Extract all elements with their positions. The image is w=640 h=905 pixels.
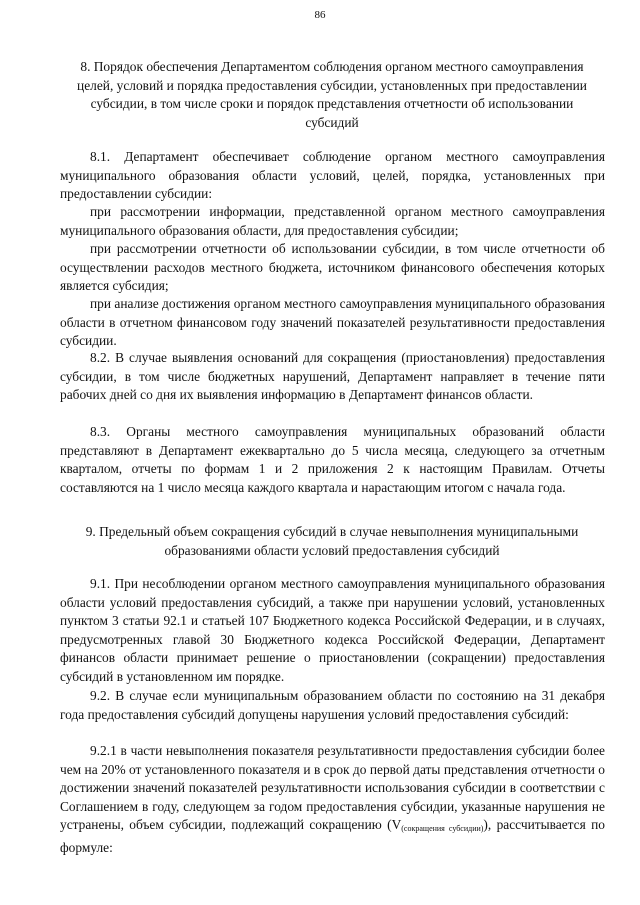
paragraph-9-1: 9.1. При несоблюдении органом местного самоуправления муниципального образования области условий предоставления субсидий, а также при нарушении условий, установленных пунктом 3 статьи 92.1 и статьей 107 Бюджетного кодекса Российской Федерации, и в случаях, предусмотренных главой 30 Бюджетного кодекса Российской Федерации, Департамент финансов области принимает решение о приостановлении (сокращении) предоставления субсидий в установленном им порядке.: [60, 576, 605, 684]
paragraph-9-2-1: [60, 742, 605, 857]
paragraph-8-1-c: при анализе достижения органом местного самоуправления муниципального образования области в отчетном финансовом году значений показателей результативности предоставления субсидии.: [60, 296, 605, 348]
paragraph-8-3: 8.3. Органы местного самоуправления муниципальных образований области представляют в Департамент ежеквартально до 5 числа месяца, следующего за отчетным кварталом, отчеты по формам 1 и 2 приложения 2 к настоящим Правилам. Отчеты составляются на 1 число месяца каждого квартала и нарастающим итогом с начала года.: [60, 424, 605, 495]
section-8-title: 8. Порядок обеспечения Департаментом соблюдения органом местного самоуправления целей, условий и порядка предоставления субсидии, установленных при предоставлении субсидии, в том числе сроки и порядок представления отчетности об использовании субсидий: [77, 59, 587, 130]
section-9-title: 9. Предельный объем сокращения субсидий в случае невыполнения муниципальными образованиями области условий предоставления субсидий: [85, 524, 579, 558]
paragraph-9-2-1-end: ), рассчитывается по формуле:: [60, 817, 605, 855]
paragraph-8-1: 8.1. Департамент обеспечивает соблюдение органом местного самоуправления муниципального образования области условий, целей, порядка, установленных при предоставлении субсидии:: [60, 149, 605, 201]
paragraph-8-2: 8.2. В случае выявления оснований для сокращения (приостановления) предоставления субсидии, в том числе бюджетных нарушений, Департамент направляет в течение пяти рабочих дней со дня их выявления информацию в Департамент финансов области.: [60, 350, 605, 402]
paragraph-8-1-a: при рассмотрении информации, представленной органом местного самоуправления муниципального образования области, для предоставления субсидии;: [60, 204, 605, 238]
page-number: 86: [314, 9, 326, 21]
paragraph-9-2: 9.2. В случае если муниципальным образованием области по состоянию на 31 декабря года предоставления субсидий допущены нарушения условий предоставления субсидий:: [60, 688, 605, 722]
paragraph-9-2-1-text: 9.2.1 в части невыполнения показателя результативности предоставления субсидии более чем на 20% от установленного показателя и в срок до первой даты представления отчетности о достижении значений показателей результативности использования субсидии в соответствии с Соглашением в году, следующем за годом предоставления субсидии, указанные нарушения не устранены, объем субсидии, подлежащий сокращению (V: [60, 743, 605, 832]
formula-subscript: (сокращения субсидии): [401, 824, 484, 833]
paragraph-8-1-b: при рассмотрении отчетности об использовании субсидии, в том числе отчетности об осуществлении расходов местного бюджета, источником финансового обеспечения которых является субсидия;: [60, 241, 605, 293]
